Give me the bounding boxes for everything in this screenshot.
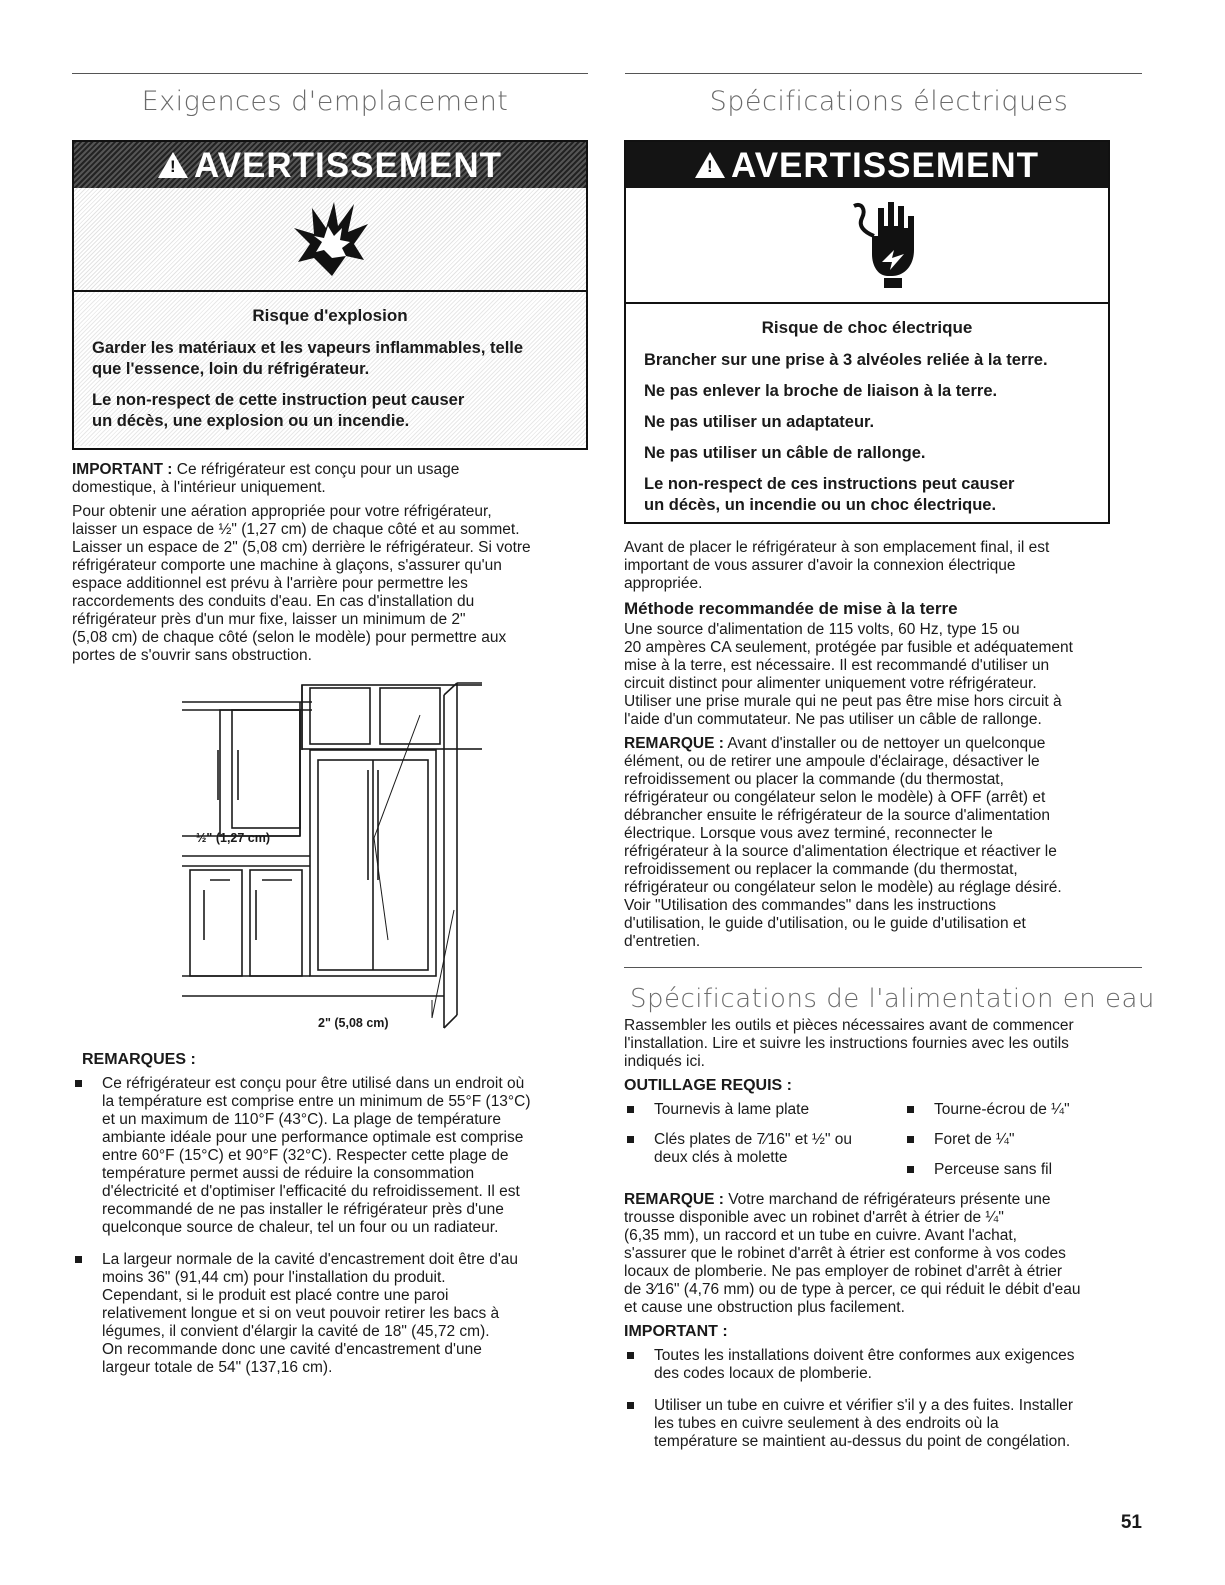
warning-body [74, 292, 586, 446]
warning-triangle-icon [158, 152, 188, 178]
intro-paragraph: Avant de placer le réfrigérateur à son emplacement final, il est important de vous assurer d'avoir la connexion électrique appropriée. [624, 539, 1050, 592]
right-body-text [624, 539, 1150, 957]
list-item: Perceuse sans fil [904, 1161, 1144, 1179]
list-item: Tourne-écrou de ¼" [904, 1101, 1144, 1119]
warning-triangle-icon [695, 152, 725, 178]
top-rule-left [72, 73, 588, 74]
tools-lists [624, 1101, 1150, 1191]
warning-box-electrical [624, 140, 1110, 524]
warning-text-2: Le non-respect de cette instruction peut causer un décès, une explosion ou un incendie. [92, 391, 465, 430]
warning-text-5: Le non-respect de ces instructions peut causer un décès, un incendie ou un choc électrique. [644, 475, 1015, 514]
list-item: Toutes les installations doivent être conformes aux exigences des codes locaux de plomberie. [624, 1347, 1150, 1383]
ventilation-paragraph: Pour obtenir une aération appropriée pour votre réfrigérateur, laisser un espace de ½" (1,27 cm) de chaque côté et au sommet. Laisser un espace de 2" (5,08 cm) derrière le réfrigérateur. Si votre réfrigérateur comporte une machine à glaçons, s'assurer qu'un espace additionnel est prévu à l'arrière pour permettre les raccordements des conduits d'eau. En cas d'installation du réfrigérateur près d'un mur fixe, laisser un minimum de 2" (5,08 cm) de chaque côté (selon le modèle) pour permettre aux portes de s'ouvrir sans obstruction. [72, 503, 531, 664]
tools-label: OUTILLAGE REQUIS : [624, 1077, 792, 1094]
water-section-rule [624, 967, 1142, 968]
water-section [624, 1017, 1150, 1465]
top-rule-right [625, 73, 1142, 74]
important-list [624, 1347, 1150, 1451]
warning-header: !AVERTISSEMENT [74, 142, 586, 188]
remarks-list [72, 1075, 598, 1377]
warning-risk-title: Risque de choc électrique [761, 318, 973, 337]
water-intro: Rassembler les outils et pièces nécessaires avant de commencer l'installation. Lire et suivre les instructions fournies avec les outils indiqués ici. [624, 1017, 1074, 1070]
important-paragraph: IMPORTANT : Ce réfrigérateur est conçu pour un usage domestique, à l'intérieur uniquement. [72, 461, 460, 496]
tools-list-1 [624, 1101, 904, 1191]
warning-body [626, 304, 1108, 532]
warning-text-1: Garder les matériaux et les vapeurs inflammables, telle que l'essence, loin du réfrigérateur. [92, 339, 524, 378]
list-item: Foret de ¼" [904, 1131, 1144, 1149]
explosion-icon-area [74, 188, 586, 292]
list-item: Utiliser un tube en cuivre et vérifier s'il y a des fuites. Installer les tubes en cuivre seulement à des endroits où la température se maintient au-dessus du point de congélation. [624, 1397, 1150, 1451]
method-paragraph: Une source d'alimentation de 115 volts, 60 Hz, type 15 ou 20 ampères CA seulement, protégée par fusible et adéquatement mise à la terre, est nécessaire. Il est recommandé d'utiliser un circuit distinct pour alimenter uniquement votre réfrigérateur. Utiliser une prise murale qui ne peut pas être mise hors circuit à l'aide d'un commutateur. Ne pas utiliser un câble de rallonge. [624, 621, 1073, 728]
warning-risk-title: Risque d'explosion [252, 306, 408, 325]
method-title: Méthode recommandée de mise à la terre [624, 599, 958, 618]
page-number: 51 [1120, 1512, 1142, 1533]
diagram-label-side: ½" (1,27 cm) [196, 831, 271, 845]
explosion-icon [292, 198, 372, 278]
warning-text-3: Ne pas utiliser un adaptateur. [644, 413, 875, 431]
tools-list-2 [904, 1101, 1144, 1191]
warning-text-4: Ne pas utiliser un câble de rallonge. [644, 444, 926, 462]
list-item: La largeur normale de la cavité d'encastrement doit être d'au moins 36" (91,44 cm) pour l'installation du produit. Cependant, si le produit est placé contre une paroi relativement longue et si on veut pouvoir retirer les bacs à légumes, il convient d'élargir la cavité de 18" (45,72 cm). On recommande donc une cavité d'encastrement d'une largeur totale de 54" (137,16 cm). [72, 1251, 598, 1377]
remarks-label: REMARQUES : [82, 1051, 196, 1068]
section-title-electrical: Spécifications électriques [709, 86, 1069, 117]
remarks-section [72, 1047, 598, 1391]
remarque-paragraph: REMARQUE : Avant d'installer ou de nettoyer un quelconque élément, ou de retirer une ampoule d'éclairage, désactiver le refroidissement ou placer la commande (du thermostat, réfrigérateur ou congélateur selon le modèle) à OFF (arrêt) et débrancher ensuite le réfrigérateur de la source d'alimentation électrique. Lorsque vous avez terminé, reconnecter le réfrigérateur à la source d'alimentation électrique et réactiver le refroidissement ou replacer la commande (du thermostat, réfrigérateur ou congélateur selon le modèle) au réglage désiré. Voir "Utilisation des commandes" dans les instructions d'utilisation, le guide d'utilisation, ou le guide d'utilisation et d'entretien. [624, 735, 1062, 950]
warning-text-2: Ne pas enlever la broche de liaison à la terre. [644, 382, 998, 400]
warning-header: !AVERTISSEMENT [626, 142, 1108, 188]
clearance-diagram [182, 680, 482, 1040]
section-title-water: Spécifications de l'alimentation en eau [630, 984, 1155, 1014]
warning-box-explosion [72, 140, 588, 450]
important-label: IMPORTANT : [624, 1323, 728, 1340]
list-item: Tournevis à lame plate [624, 1101, 904, 1119]
warning-text-1: Brancher sur une prise à 3 alvéoles reliée à la terre. [644, 351, 1048, 369]
list-item: Clés plates de 7⁄16" et ½" ou deux clés à molette [624, 1131, 904, 1167]
section-title-emplacement: Exigences d'emplacement [141, 86, 509, 117]
left-body-text [72, 461, 598, 671]
diagram-label-back: 2" (5,08 cm) [318, 1016, 389, 1030]
electric-shock-icon [848, 196, 928, 292]
list-item: Ce réfrigérateur est conçu pour être utilisé dans un endroit où la température est comprise entre un minimum de 55°F (13°C) et un maximum de 110°F (43°C). La plage de température ambiante idéale pour une performance optimale est comprise entre 60°F (15°C) et 90°F (32°C). Respecter cette plage de température permet aussi de réduire la consommation d'électricité et d'optimiser l'efficacité du refroidissement. Il est recommandé de ne pas installer le réfrigérateur près d'une quelconque source de chaleur, tel un four ou un radiateur. [72, 1075, 598, 1237]
remarque2-paragraph: REMARQUE : Votre marchand de réfrigérateurs présente une trousse disponible avec un robinet d'arrêt à étrier de ¼" (6,35 mm), un raccord et un tube en cuivre. Avant l'achat, s'assurer que le robinet d'arrêt à étrier est conforme à vos codes locaux de plomberie. Ne pas employer de robinet d'arrêt à étrier de 3⁄16" (4,76 mm) ou de type à percer, ce qui réduit le débit d'eau et cause une obstruction plus facilement. [624, 1191, 1081, 1316]
electric-shock-icon-area [626, 188, 1108, 304]
